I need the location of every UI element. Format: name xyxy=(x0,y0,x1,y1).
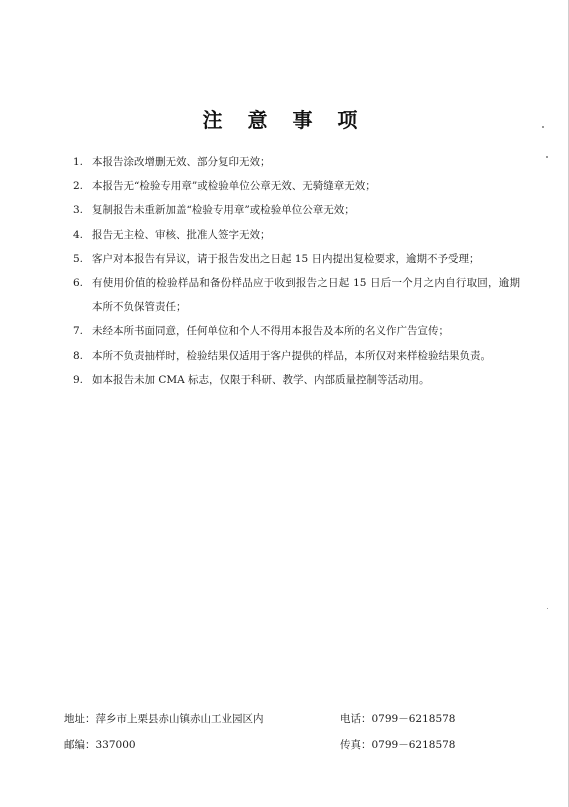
scan-speck xyxy=(547,608,548,609)
footer-right-column xyxy=(340,706,500,758)
footer-left-column xyxy=(64,706,324,758)
note-number: 2. xyxy=(73,180,84,193)
note-text: 本报告无“检验专用章”或检验单位公章无效、无骑缝章无效； xyxy=(92,180,376,193)
list-item xyxy=(70,368,520,392)
note-number: 6. xyxy=(73,277,84,290)
note-text: 有使用价值的检验样品和备份样品应于收到报告之日起 15 日后一个月之内自行取回，逾期本所不负保管责任； xyxy=(92,277,520,314)
list-item xyxy=(70,198,520,222)
notes-list xyxy=(70,150,520,392)
list-item xyxy=(70,174,520,198)
scan-speck xyxy=(546,156,548,158)
list-item xyxy=(70,223,520,247)
note-number: 1. xyxy=(73,156,84,168)
note-text: 如本报告未加 CMA 标志，仅限于科研、教学、内部质量控制等活动用。 xyxy=(92,373,430,386)
note-text: 客户对本报告有异议，请于报告发出之日起 15 日内提出复检要求，逾期不予受理； xyxy=(92,252,480,265)
address-text: 地址：萍乡市上栗县赤山镇赤山工业园区内 xyxy=(64,713,264,725)
note-number: 8. xyxy=(73,349,84,362)
list-item xyxy=(70,344,520,368)
phone-text: 电话：0799－6218578 xyxy=(340,713,456,725)
page-title: 注 意 事 项 xyxy=(202,108,367,132)
note-text: 报告无主检、审核、批准人签字无效； xyxy=(92,228,271,241)
note-number: 5. xyxy=(73,252,84,265)
note-text: 复制报告未重新加盖“检验专用章”或检验单位公章无效； xyxy=(92,204,355,217)
note-text: 本报告涂改增删无效、部分复印无效； xyxy=(92,156,271,168)
note-number: 3. xyxy=(73,204,84,217)
list-item xyxy=(70,247,520,271)
note-number: 9. xyxy=(73,373,84,386)
list-item xyxy=(70,150,520,174)
list-item xyxy=(70,319,520,343)
note-text: 本所不负责抽样时，检验结果仅适用于客户提供的样品，本所仅对来样检验结果负责。 xyxy=(92,349,491,362)
note-text: 未经本所书面同意，任何单位和个人不得用本报告及本所的名义作广告宣传； xyxy=(92,325,449,338)
postcode-text: 邮编：337000 xyxy=(64,739,136,751)
note-number: 7. xyxy=(73,325,84,338)
fax-text: 传真：0799－6218578 xyxy=(340,739,456,751)
scan-speck xyxy=(542,126,544,128)
note-number: 4. xyxy=(73,228,84,241)
list-item xyxy=(70,271,520,319)
